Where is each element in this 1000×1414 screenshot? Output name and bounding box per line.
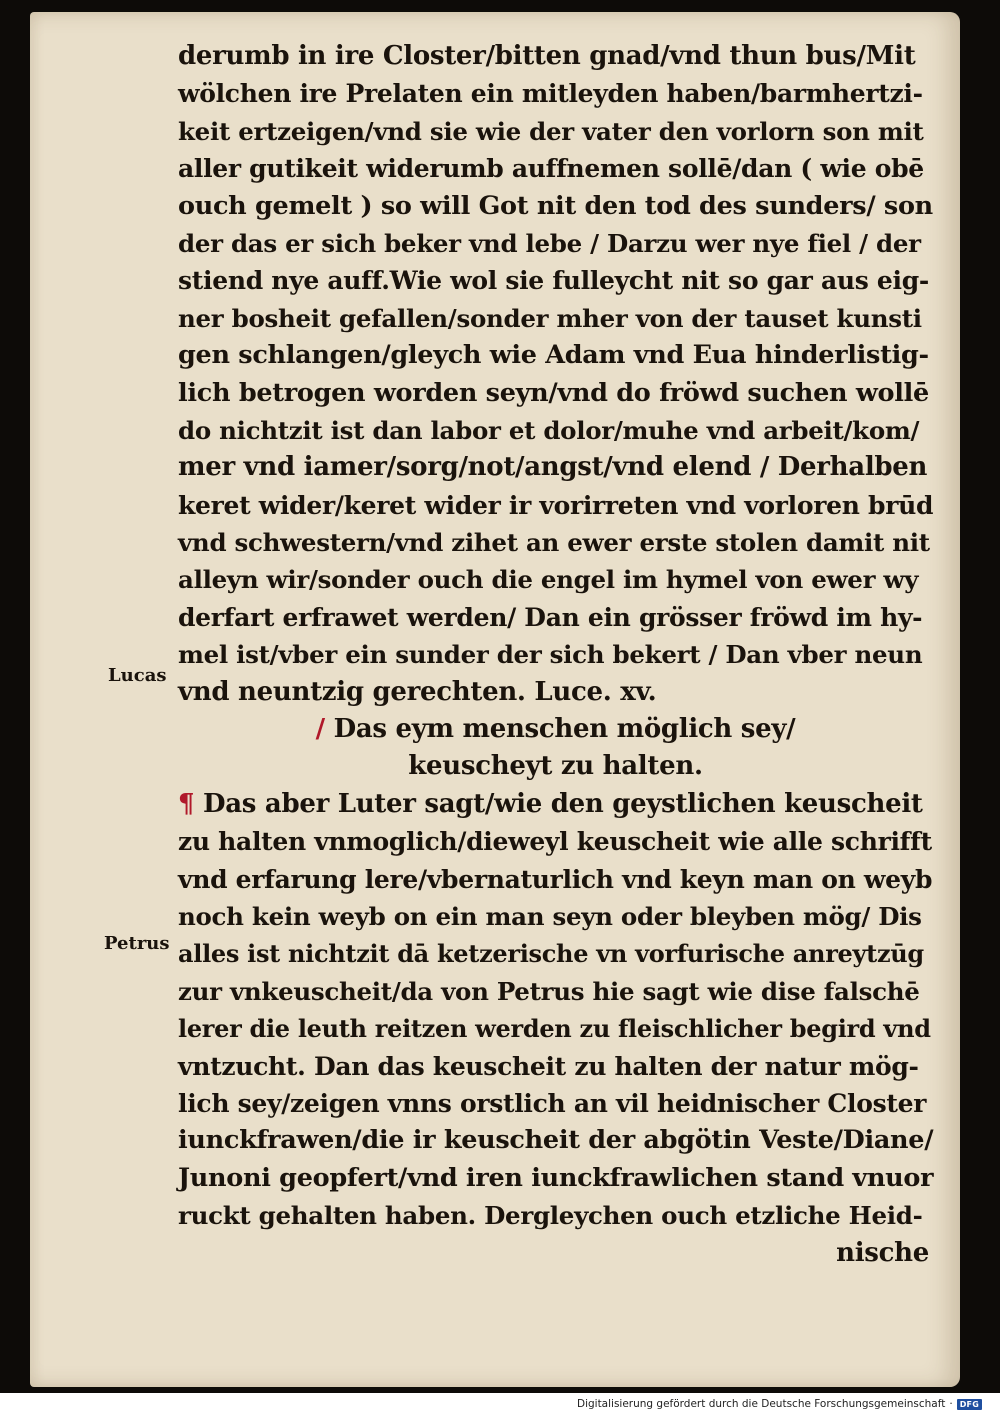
text-line: keit ertzeigen/vnd sie wie der vater den vorlorn son mit <box>178 116 924 146</box>
text-line: derfart erfrawet werden/ Dan ein grösser fröwd im hy- <box>178 602 923 632</box>
text-line: alleyn wir/sonder ouch die engel im hymel von ewer wy <box>178 565 919 595</box>
catchword: nische <box>836 1237 929 1268</box>
section-heading-line <box>178 711 933 748</box>
text-line: aller gutikeit widerumb auffnemen sollē/dan ( wie obē <box>178 154 924 184</box>
text-line: noch kein weyb on ein man seyn oder bleyben mög/ Dis <box>178 901 922 931</box>
dfg-logo-icon: DFG <box>957 1399 982 1410</box>
text-line: stiend nye auff.Wie wol sie fulleycht nit so gar aus eig- <box>178 266 929 296</box>
text-line: keret wider/keret wider ir vorirreten vnd vorloren brūd <box>178 490 934 520</box>
text-line: Junoni geopfert/vnd iren iunckfrawlichen stand vnuor <box>178 1162 934 1193</box>
text-line: alles ist nichtzit dā ketzerische vn vorfurische anreytzūg <box>178 939 924 969</box>
text-line: ruckt gehalten haben. Dergleychen ouch etzliche Heid- <box>178 1201 923 1231</box>
text-line: der das er sich beker vnd lebe / Darzu wer nye fiel / der <box>178 228 921 258</box>
text-line: lich sey/zeigen vnns orstlich an vil heidnischer Closter <box>178 1088 927 1118</box>
margin-note-lucas: Lucas <box>108 665 167 686</box>
paragraph-opening-text: Das aber Luter sagt/wie den geystlichen keuscheit <box>203 788 923 819</box>
text-line: lerer die leuth reitzen werden zu fleischlicher begird vnd <box>178 1014 931 1044</box>
margin-note-petrus: Petrus <box>104 933 170 954</box>
section-heading-text: Das eym menschen möglich sey/ <box>333 714 796 745</box>
text-line: do nichtzit ist dan labor et dolor/muhe vnd arbeit/kom/ <box>178 415 920 445</box>
text-line: wölchen ire Prelaten ein mitleyden haben/barmhertzi- <box>178 79 923 109</box>
footer-separator: · <box>949 1398 953 1410</box>
pilcrow-mark: / <box>315 714 325 745</box>
section-heading-line: keuscheyt zu halten. <box>408 751 703 782</box>
text-line: vnd schwestern/vnd zihet an ewer erste stolen damit nit <box>178 528 930 558</box>
text-line: zur vnkeuscheit/da von Petrus hie sagt wie dise falschē <box>178 976 920 1006</box>
text-line: mer vnd iamer/sorg/not/angst/vnd elend / Derhalben <box>178 452 928 483</box>
text-line: derumb in ire Closter/bitten gnad/vnd thun bus/Mit <box>178 41 916 71</box>
text-line: zu halten vnmoglich/dieweyl keuscheit wie alle schrifft <box>178 827 932 857</box>
text-line: ner bosheit gefallen/sonder mher von der tauset kunsti <box>178 303 922 333</box>
footer-credit: Digitalisierung gefördert durch die Deutsche Forschungsgemeinschaft <box>576 1398 946 1410</box>
text-line: vnd neuntzig gerechten. Luce. xv. <box>178 676 657 707</box>
text-line: vntzucht. Dan das keuscheit zu halten der natur mög- <box>178 1051 919 1081</box>
main-text-block <box>178 38 933 1272</box>
text-line <box>178 786 933 823</box>
text-line: ouch gemelt ) so will Got nit den tod des sunders/ son <box>178 190 933 221</box>
text-line: vnd erfarung lere/vbernaturlich vnd keyn man on weyb <box>178 864 933 894</box>
digitization-footer <box>577 1396 982 1412</box>
text-line: gen schlangen/gleych wie Adam vnd Eua hinderlistig- <box>178 340 929 371</box>
text-line: lich betrogen worden seyn/vnd do fröwd suchen wollē <box>178 377 929 408</box>
pilcrow-mark: ¶ <box>178 788 195 819</box>
text-line: iunckfrawen/die ir keuscheit der abgötin Veste/Diane/ <box>178 1125 934 1156</box>
text-line: mel ist/vber ein sunder der sich bekert / Dan vber neun <box>178 640 923 670</box>
